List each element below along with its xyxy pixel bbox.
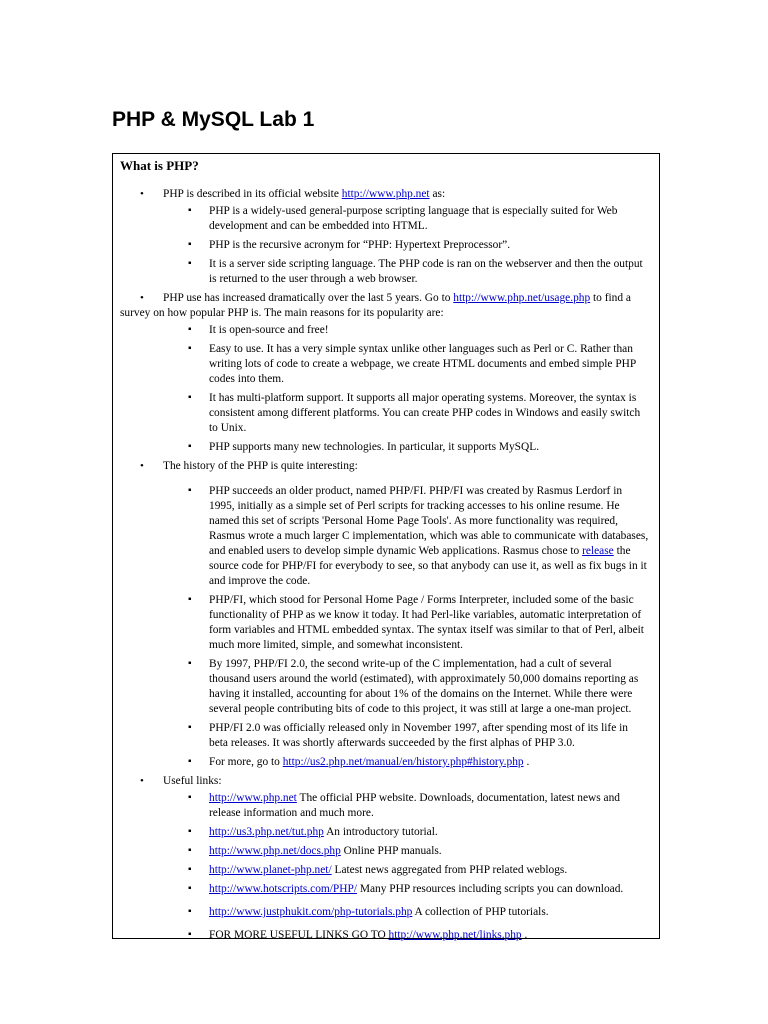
- link-tutorial[interactable]: http://us3.php.net/tut.php: [209, 826, 324, 838]
- list-item-popularity: [120, 291, 649, 455]
- item-text: to find a survey on how popular PHP is. The main reasons for its popularity are:: [120, 292, 631, 319]
- item-text: Many PHP resources including scripts you can download.: [356, 883, 624, 895]
- item-text: PHP is a widely-used general-purpose scripting language that is especially suited for Web development and can be embedded into HTML.: [209, 205, 618, 232]
- link-planet-php[interactable]: http://www.planet-php.net/: [209, 864, 332, 876]
- square-bullet-icon: ▪: [188, 441, 192, 452]
- item-text: The official PHP website. Downloads, documentation, latest news and release information and much more.: [209, 792, 620, 819]
- item-text: A collection of PHP tutorials.: [412, 906, 549, 918]
- bullet-icon: •: [140, 775, 144, 787]
- sub-list: [120, 323, 649, 455]
- item-text: An introductory tutorial.: [323, 826, 438, 838]
- sub-list-item: [120, 323, 649, 338]
- bullet-icon: •: [140, 460, 144, 472]
- item-text: the source code for PHP/FI for everybody to see, so that anybody can use it, as well as fix bugs in it and improve the code.: [209, 545, 647, 587]
- link-hotscripts[interactable]: http://www.hotscripts.com/PHP/: [209, 883, 357, 895]
- item-text: Online PHP manuals.: [340, 845, 442, 857]
- square-bullet-icon: ▪: [188, 864, 192, 875]
- item-text: FOR MORE USEFUL LINKS GO TO: [209, 929, 389, 941]
- square-bullet-icon: ▪: [188, 756, 192, 767]
- item-text: It is open-source and free!: [209, 324, 329, 336]
- list-item-official-site: [120, 187, 649, 287]
- square-bullet-icon: ▪: [188, 929, 192, 940]
- sub-list-item: [120, 657, 649, 717]
- sub-list-item: [120, 791, 649, 821]
- page-title: PHP & MySQL Lab 1: [112, 108, 315, 131]
- item-text: PHP/FI 2.0 was officially released only in November 1997, after spending most of its life in beta releases. It was shortly afterwards succeeded by the first alphas of PHP 3.0.: [209, 722, 628, 749]
- link-php-usage[interactable]: http://www.php.net/usage.php: [453, 292, 591, 304]
- section-heading: What is PHP?: [120, 158, 199, 173]
- sub-list-item: [120, 882, 649, 897]
- square-bullet-icon: ▪: [188, 258, 192, 269]
- square-bullet-icon: ▪: [188, 906, 192, 917]
- square-bullet-icon: ▪: [188, 485, 192, 496]
- sub-list-item: [120, 238, 649, 253]
- item-text: The history of the PHP is quite interesting:: [163, 460, 358, 472]
- content-box: [112, 153, 660, 939]
- sub-list-item: [120, 484, 649, 589]
- link-php-net[interactable]: http://www.php.net: [341, 188, 430, 200]
- item-text: PHP supports many new technologies. In particular, it supports MySQL.: [209, 441, 540, 453]
- square-bullet-icon: ▪: [188, 722, 192, 733]
- link-php-links[interactable]: http://www.php.net/links.php: [388, 929, 522, 941]
- item-text: .: [521, 929, 528, 941]
- link-php-net-home[interactable]: http://www.php.net: [209, 792, 297, 804]
- sub-list-item: [120, 342, 649, 387]
- item-text: PHP succeeds an older product, named PHP/FI. PHP/FI was created by Rasmus Lerdorf in 1995, initially as a simple set of Perl scripts for tracking accesses to his online resume. He named this set of scripts 'Personal Home Page Tools'. As more functionality was required, Rasmus wrote a much larger C implementation, which was able to communicate with databases, and enabled users to develop simple dynamic Web applications. Rasmus chose to: [209, 485, 649, 557]
- item-text: Easy to use. It has a very simple syntax unlike other languages such as Perl or C. Rather than writing lots of code to create a webpage, we create HTML documents and embed simple PHP codes into them.: [209, 343, 636, 385]
- link-release[interactable]: release: [582, 545, 614, 557]
- sub-list: [120, 484, 649, 770]
- sub-list-item: [120, 755, 649, 770]
- bullet-icon: •: [140, 188, 144, 200]
- square-bullet-icon: ▪: [188, 658, 192, 669]
- item-text: Latest news aggregated from PHP related weblogs.: [331, 864, 568, 876]
- item-text: PHP/FI, which stood for Personal Home Page / Forms Interpreter, included some of the basic functionality of PHP as we know it today. It had Perl-like variables, automatic interpretation of form variables and HTML embedded syntax. The syntax itself was similar to that of Perl, albeit much more limited, simple, and somewhat inconsistent.: [209, 594, 644, 651]
- link-history[interactable]: http://us2.php.net/manual/en/history.php#history.php: [282, 756, 524, 768]
- bullet-icon: •: [140, 292, 144, 304]
- square-bullet-icon: ▪: [188, 324, 192, 335]
- sub-list-item: [120, 905, 649, 920]
- popularity-text: [120, 291, 649, 321]
- list-item-history: [120, 459, 649, 770]
- square-bullet-icon: ▪: [188, 239, 192, 250]
- square-bullet-icon: ▪: [188, 594, 192, 605]
- square-bullet-icon: ▪: [188, 205, 192, 216]
- sub-list-item: [120, 863, 649, 878]
- square-bullet-icon: ▪: [188, 826, 192, 837]
- square-bullet-icon: ▪: [188, 392, 192, 403]
- link-docs[interactable]: http://www.php.net/docs.php: [209, 845, 341, 857]
- item-text: By 1997, PHP/FI 2.0, the second write-up of the C implementation, had a cult of several thousand users around the world (estimated), with approximately 50,000 domains reporting as having it installed, accounting for about 1% of the domains on the Internet. While there were several people contributing bits of code to this project, it was still at large a one-man project.: [209, 658, 639, 715]
- sub-list-item: [120, 204, 649, 234]
- sub-list-item: [120, 440, 649, 455]
- item-text: PHP is the recursive acronym for “PHP: Hypertext Preprocessor”.: [209, 239, 511, 251]
- main-list: [120, 187, 649, 943]
- square-bullet-icon: ▪: [188, 883, 192, 894]
- sub-list-item: [120, 593, 649, 653]
- square-bullet-icon: ▪: [188, 792, 192, 803]
- sub-list-item: [120, 928, 649, 943]
- item-text: It is a server side scripting language. The PHP code is ran on the webserver and then the output is returned to the user through a web browser.: [209, 258, 643, 285]
- sub-list-item: [120, 391, 649, 436]
- sub-list: [120, 791, 649, 943]
- item-text: PHP use has increased dramatically over the last 5 years. Go to: [163, 292, 454, 304]
- list-item-useful-links: [120, 774, 649, 943]
- square-bullet-icon: ▪: [188, 845, 192, 856]
- item-text: as:: [429, 188, 446, 200]
- item-text: It has multi-platform support. It supports all major operating systems. Moreover, the syntax is consistent among different platforms. You can create PHP codes in Windows and easily switch to Unix.: [209, 392, 641, 434]
- item-text: .: [523, 756, 530, 768]
- link-justphukit[interactable]: http://www.justphukit.com/php-tutorials.php: [209, 906, 413, 918]
- item-text: Useful links:: [163, 775, 222, 787]
- item-text: For more, go to: [209, 756, 283, 768]
- sub-list-item: [120, 825, 649, 840]
- item-text: PHP is described in its official website: [163, 188, 342, 200]
- sub-list-item: [120, 257, 649, 287]
- sub-list-item: [120, 844, 649, 859]
- sub-list-item: [120, 721, 649, 751]
- square-bullet-icon: ▪: [188, 343, 192, 354]
- sub-list: [120, 204, 649, 287]
